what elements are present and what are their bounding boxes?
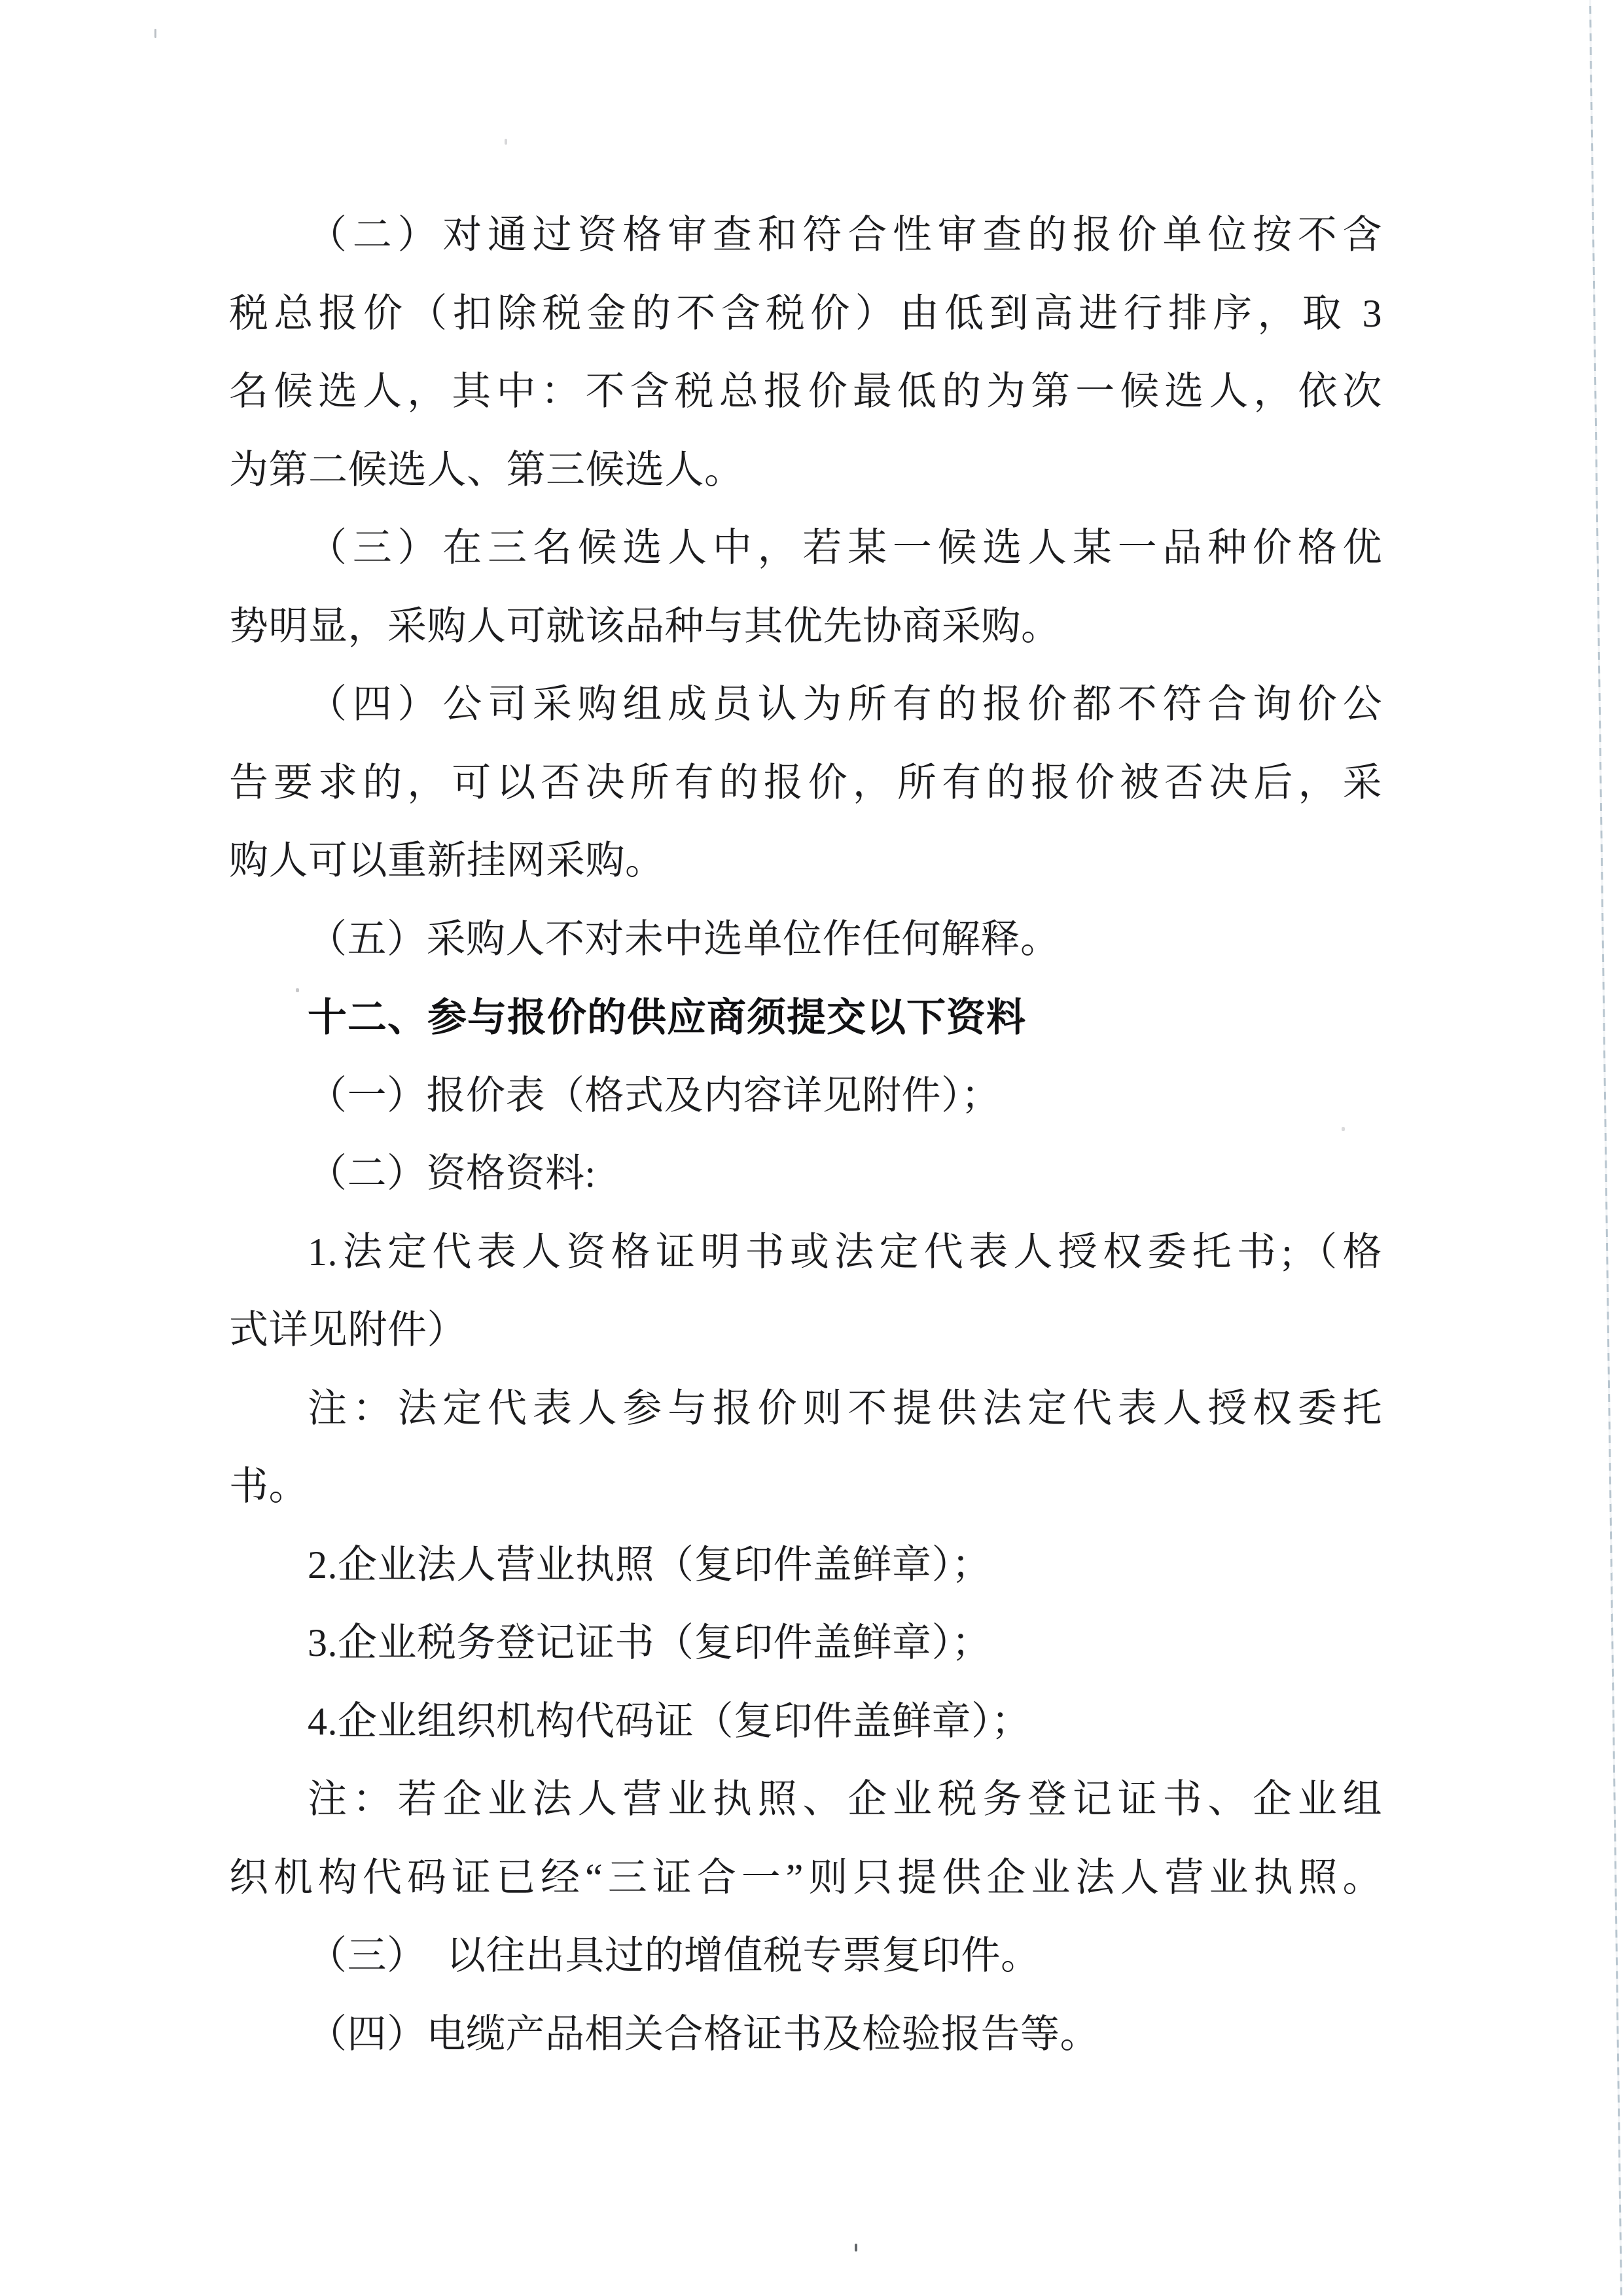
text-line: 3.企业税务登记证书（复印件盖鲜章）； bbox=[308, 1621, 991, 1664]
text-line: （四）电缆产品相关合格证书及检验报告等。 bbox=[308, 2012, 1099, 2056]
text-line: 织机构代码证已经“三证合一”则只提供企业法人营业执照。 bbox=[229, 1856, 1382, 1899]
text-line: 注：若企业法人营业执照、企业税务登记证书、企业组 bbox=[308, 1778, 1382, 1821]
text-line: （二）资格资料: bbox=[308, 1152, 596, 1195]
text-line: （二）对通过资格审查和符合性审查的报价单位按不含 bbox=[308, 213, 1382, 257]
scan-speck bbox=[1342, 1127, 1345, 1131]
text-line: （五）采购人不对未中选单位作任何解释。 bbox=[308, 917, 1060, 961]
scan-speck bbox=[505, 139, 507, 145]
scan-edge-line bbox=[1589, 0, 1622, 2296]
text-line: （四）公司采购组成员认为所有的报价都不符合询价公 bbox=[308, 683, 1382, 726]
text-line: （一）报价表（格式及内容详见附件）； bbox=[308, 1073, 1001, 1117]
text-line: 1.法定代表人资格证明书或法定代表人授权委托书;（格 bbox=[308, 1230, 1382, 1274]
text-line: 购人可以重新挂网采购。 bbox=[229, 839, 665, 882]
scan-speck bbox=[154, 29, 156, 38]
text-line: 书。 bbox=[229, 1465, 308, 1508]
text-line: 为第二候选人、第三候选人。 bbox=[229, 448, 744, 492]
text-line: （三） 以往出具过的增值税专票复印件。 bbox=[308, 1934, 1041, 1977]
section-heading: 十二、参与报价的供应商须提交以下资料 bbox=[308, 996, 1026, 1039]
text-line: 势明显，采购人可就该品种与其优先协商采购。 bbox=[229, 604, 1061, 648]
text-line: （三）在三名候选人中，若某一候选人某一品种价格优 bbox=[308, 526, 1382, 569]
text-line: 2.企业法人营业执照（复印件盖鲜章）； bbox=[308, 1543, 991, 1587]
scan-speck bbox=[855, 2244, 857, 2251]
text-line: 4.企业组织机构代码证（复印件盖鲜章）； bbox=[308, 1699, 1031, 1743]
text-line: 税总报价（扣除税金的不含税价）由低到高进行排序，取 3 bbox=[229, 291, 1382, 335]
scan-speck bbox=[296, 988, 299, 992]
text-line: 式详见附件） bbox=[229, 1308, 467, 1352]
text-line: 告要求的，可以否决所有的报价，所有的报价被否决后，采 bbox=[229, 761, 1382, 804]
text-line: 名候选人，其中：不含税总报价最低的为第一候选人，依次 bbox=[229, 370, 1382, 413]
document-body bbox=[229, 196, 1382, 2073]
text-line: 注：法定代表人参与报价则不提供法定代表人授权委托 bbox=[308, 1386, 1382, 1430]
